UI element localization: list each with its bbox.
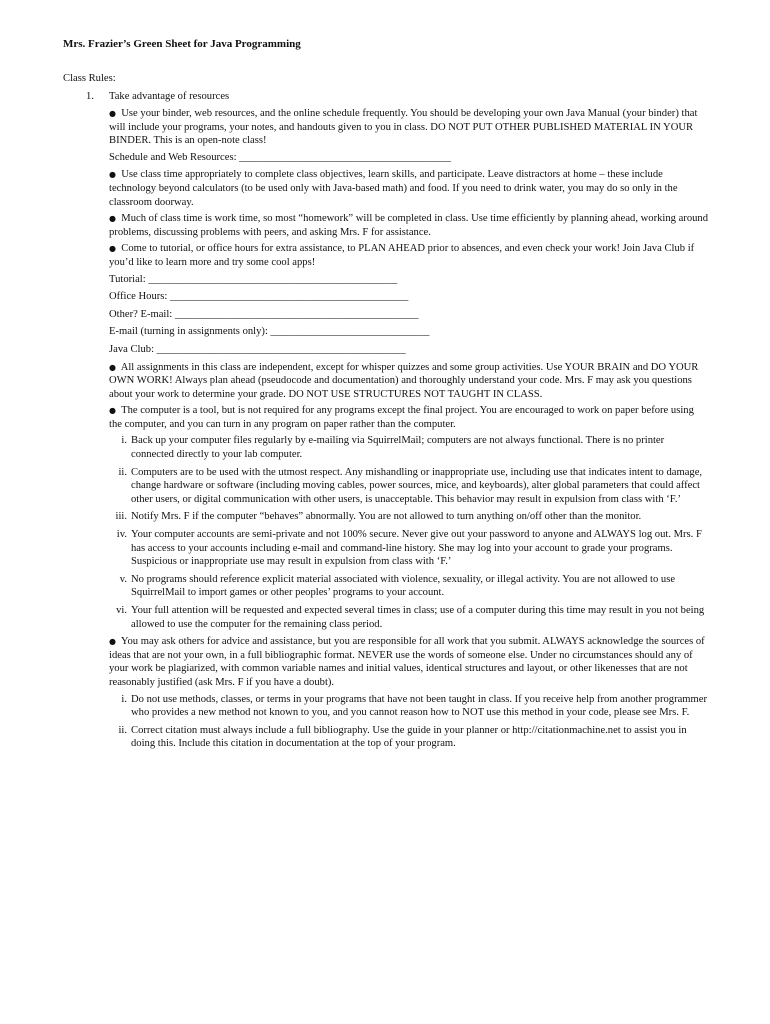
office-hours-line: Office Hours: _____________________________________________ — [109, 291, 409, 303]
email-line: E-mail (turning in assignments only): ______________________________ — [109, 326, 430, 338]
bullet-tutorial: ● Come to tutorial, or office hours for extra assistance, to PLAN AHEAD prior to absences, and even check your work! Join Java Club if you’d like to learn more and try some cool apps! — [109, 243, 695, 268]
java-club-line: Java Club: _______________________________________________ — [109, 343, 406, 355]
item-text: Take advantage of resources — [109, 91, 230, 102]
bullet-resources: ● Use your binder, web resources, and the online schedule frequently. You should be developing your own Java Manual (your binder) that will include your programs, your notes, and handouts given to you in class. DO NOT PUT OTHER PUBLISHED MATERIAL IN YOUR BINDER. This is an open-note class! — [109, 108, 698, 147]
bullet-icon: ● — [109, 109, 116, 118]
advice-rule-ii: ii. Correct citation must always include a full bibliography. Use the guide in your planner or http://citationmachine.net to assist you in doing this. Include this citation in documentation at the top of your program. — [118, 724, 687, 750]
bullet-icon: ● — [109, 406, 116, 416]
computer-rule-i: i. Back up your computer files regularly by e-mailing via SquirrelMail; computers are not always functional. There is no printer connected directly to your lab computer. — [121, 435, 665, 461]
class-rules-label: Class Rules: — [63, 73, 116, 84]
computer-rule-iii: iii. Notify Mrs. F if the computer “behaves” abnormally. You are not allowed to turn anything on/off other than the monitor. — [115, 511, 642, 523]
computer-rule-vi: vi. Your full attention will be requested and expected several times in class; use of a computer during this time may result in you not being allowed to use the computer for the remaining class period. — [116, 605, 705, 630]
tutorial-line: Tutorial: _______________________________________________ — [109, 273, 398, 285]
advice-rule-i: i. Do not use methods, classes, or terms in your programs that have not been taught in class. If you receive help from another programmer who provides a new method not known to you, and you cannot reason how to NOT use this method in your code, please see Mrs. F. — [121, 693, 708, 719]
document-title: Mrs. Frazier’s Green Sheet for Java Programming — [63, 38, 301, 50]
bullet-icon: ● — [109, 637, 116, 647]
bullet-class-time: ● Use class time appropriately to complete class objectives, learn skills, and participate. Leave distractors at home – these include technology beyond calculators (to be used only with Java-based math) and food. If you need to drink water, you may do so only in the classroom doorway. — [109, 169, 678, 208]
computer-rule-v: v. No programs should reference explicit material associated with violence, sexuality, or illegal activity. You are not allowed to use SquirrelMail to import games or other peoples’ programs to your account. — [119, 573, 676, 599]
computer-rule-ii: ii. Computers are to be used with the utmost respect. Any mishandling or inappropriate use, including use that indicates intent to damage, change hardware or software (including moving cables, power sources, mice, and keyboards), alter global parameters that could affect other users, or digital communication with other users, is unacceptable. This behavior may result in expulsion from class with ‘F.’ — [118, 466, 703, 505]
bullet-icon: ● — [109, 214, 116, 224]
bullet-work-time: ● Much of class time is work time, so most “homework” will be completed in class. Use time efficiently by planning ahead, working around problems, discussing problems with peers, and asking Mrs. F for assistance. — [109, 213, 709, 238]
bullet-computer-tool: ● The computer is a tool, but is not required for any programs except the final project. You are encouraged to work on paper before using the computer, and you can turn in any program on paper rather than the computer. — [109, 405, 694, 430]
rules-body — [109, 107, 709, 755]
bullet-icon: ● — [109, 170, 116, 180]
numbered-item-1 — [86, 90, 229, 104]
bullet-icon: ● — [109, 362, 116, 372]
other-email-line: Other? E-mail: ______________________________________________ — [109, 308, 419, 320]
bullet-icon: ● — [109, 244, 116, 254]
schedule-line: Schedule and Web Resources: ________________________________________ — [109, 151, 452, 163]
bullet-plagiarism: ● You may ask others for advice and assistance, but you are responsible for all work that you submit. ALWAYS acknowledge the sources of ideas that are not your own, in a full bibliographic format. NEVER use the words of someone else. Under no circumstances should any of your work be plagiarized, with common variable names and initial values, identical structures and layout, or other likenesses that are not reasonably justified (ask Mrs. F if you have a doubt). — [109, 636, 705, 688]
computer-rule-iv: iv. Your computer accounts are semi-private and not 100% secure. Never give out your password to anyone and ALWAYS log out. Mrs. F has access to your accounts including e-mail and command-line history. She may log into your account to grade your programs. Suspicious or inappropriate use may result in expulsion from class with ‘F.’ — [116, 529, 702, 568]
item-number: 1. — [86, 91, 94, 102]
bullet-independent: ● All assignments in this class are independent, except for whisper quizzes and some group activities. Use YOUR BRAIN and DO YOUR OWN WORK! Always plan ahead (pseudocode and documentation) and thoroughly understand your code. Mrs. F may ask you questions about your work to determine your grade. DO NOT USE STRUCTURES NOT TAUGHT IN CLASS. — [109, 361, 699, 400]
